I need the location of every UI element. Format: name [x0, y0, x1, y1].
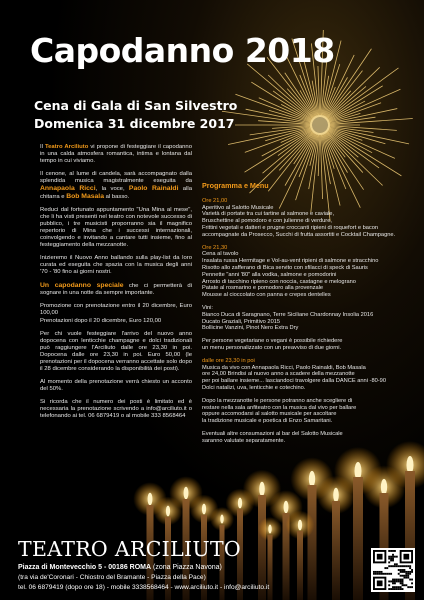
deposit-paragraph: Al momento della prenotazione verrà chiesto un acconto del 50%.	[40, 379, 192, 392]
special-paragraph: Un capodanno speciale che ci permetterà di sognare in una notte da sempre importante.	[40, 282, 193, 296]
time-late: dalle ore 23,30 in poi	[202, 357, 255, 364]
event-date: Domenica 31 dicembre 2017	[34, 116, 235, 131]
venue-address: Piazza di Montevecchio 5 - 00186 ROMA (zona Piazza Navona)	[18, 564, 222, 571]
booking-paragraph: Si ricorda che il numero dei posti è limitato ed è necessaria la prenotazione scrivendo a info@arciliuto.it o telefonando ai tel. 06 6879419 o al mobile 333 8568464	[40, 399, 192, 419]
qr-code[interactable]	[371, 548, 415, 592]
late-price: Prenotazioni dopo il 20 dicembre, Euro 120,00	[40, 318, 162, 324]
venue-name: TEATRO ARCILIUTO	[18, 537, 242, 561]
time-dinner: Ore 21,30	[202, 244, 228, 251]
time-aperitivo: Ore 21,00	[202, 197, 228, 204]
extras-note: Eventuali altre consumazioni al bar del Salotto Musicale saranno valutate separatamente.	[202, 430, 343, 444]
early-price: Promozione con prenotazione entro il 20 dicembre, Euro 100,00	[40, 303, 192, 316]
menu-title: Programma e Menu	[202, 181, 269, 190]
page-title: Capodanno 2018	[30, 31, 335, 70]
dinner-details: Cena al tavolo Insalata russa Hermitage e Vol-au-vent ripieni di salmone e stracchino Risotto allo zafferano di Bica servito con sfilacci di speck di Sauris Pennette "anni '80" alla vodka, salmone e pomodorini Arrosto di tacchino ripieno con noccia, castagne e melograno Patate al rosmarino e pomodoro alla provenzale Mousse al cioccolato con panna e crepes dentelles	[202, 251, 379, 299]
event-subtitle: Cena di Gala di San Silvestro	[34, 98, 238, 113]
after-midnight-note: Dopo la mezzanotte le persone potranno anche scegliere di restare nella sala anfiteatro con la musica dal vivo per ballare oppure accomodarsi al salotto musicale per ascoltare la tradizione musicale e poetica di Enzo Samaritani.	[202, 397, 357, 425]
intro-paragraph: Il Teatro Arciliuto vi propone di festeggiare il capodanno in una calda atmosfera romantica, intima e lontana dal tempo in cui viviamo.	[40, 144, 192, 164]
playlist-paragraph: Inizieremo il Nuovo Anno ballando sulla play-list da loro curata ed eseguita che spazia con la musica degli anni '70 - '80 fino ai giorni nostri.	[40, 255, 192, 275]
description-column	[40, 144, 192, 426]
dietary-note: Per persone vegetariane o vegani è possibile richiedere un menu personalizzato con un preavviso di due giorni.	[202, 338, 343, 351]
aperitivo-details: Aperitivo al Salotto Musicale Varietà di portate tra cui tartine al salmone e caviale, Bruschettine al pomodoro e con julienne di verdure, Frittini vegetali e datteri e prugne croccanti ripieni di roquefort e bacon accompagnate da Prosecco, Succhi di frutta assortiti e Cocktail Champagne.	[202, 204, 396, 238]
late-details: Musica da vivo con Annapaola Ricci, Paolo Rainaldi, Bob Masala ore 24,00 Brindisi al nuovo anno a scadere della mezzanotte per poi ballare insieme... lasciandoci travolgere dalla DANCE anni -80-90 Dolci natalizi, uva, lenticchie e cotechino.	[202, 364, 386, 391]
after-dinner-paragraph: Per chi vuole festeggiare l'arrivo del nuovo anno dopocena con lenticchie champagne e dolci tradizionali può raggiungere l'Arciliuto dalle ore 23,30 in poi. Dopocena dalle ore 23,30 in poi. Euro 50,00 (le prenotazioni per il dopocena verranno accettate solo dopo il 28 dicembre considerando la disponibilità dei posti).	[40, 331, 192, 372]
wines-list: Vini: Bianco Duca di Saragnano, Terre Siciliane Chardonnay Insolia 2016 Ducato Graziali, Primitivo 2015 Bollicine Vanzini, Pinot Nero Extra Dry	[202, 304, 374, 332]
musicians-paragraph: Il cenone, al lume di candela, sarà accompagnato dalla splendida musica magistralmente eseguita da Annapaola Ricci, la voce, Paolo Rainaldi alla chitarra e Bob Masala al basso.	[40, 171, 192, 200]
venue-contacts: tel. 06 6879419 (dopo ore 18) - mobile 3338568464 - www.arciliuto.it - info@arciliuto.it	[18, 584, 270, 591]
venue-directions: (tra via de'Coronari - Chiostro del Bramante - Piazza della Pace)	[18, 574, 206, 581]
repertoire-paragraph: Reduci dal fortunato appuntamento "Una Mina al mese", che li ha visti presenti nel teatro con notevole successo di pubblico, i tre musicisti proporranno sia il magnifico repertorio di Mina che i successi internazionali, coinvolgendo e invitando a cantare tutti insieme, fino al festeggiamento della mezzanotte.	[40, 207, 192, 248]
menu-column	[202, 183, 402, 451]
